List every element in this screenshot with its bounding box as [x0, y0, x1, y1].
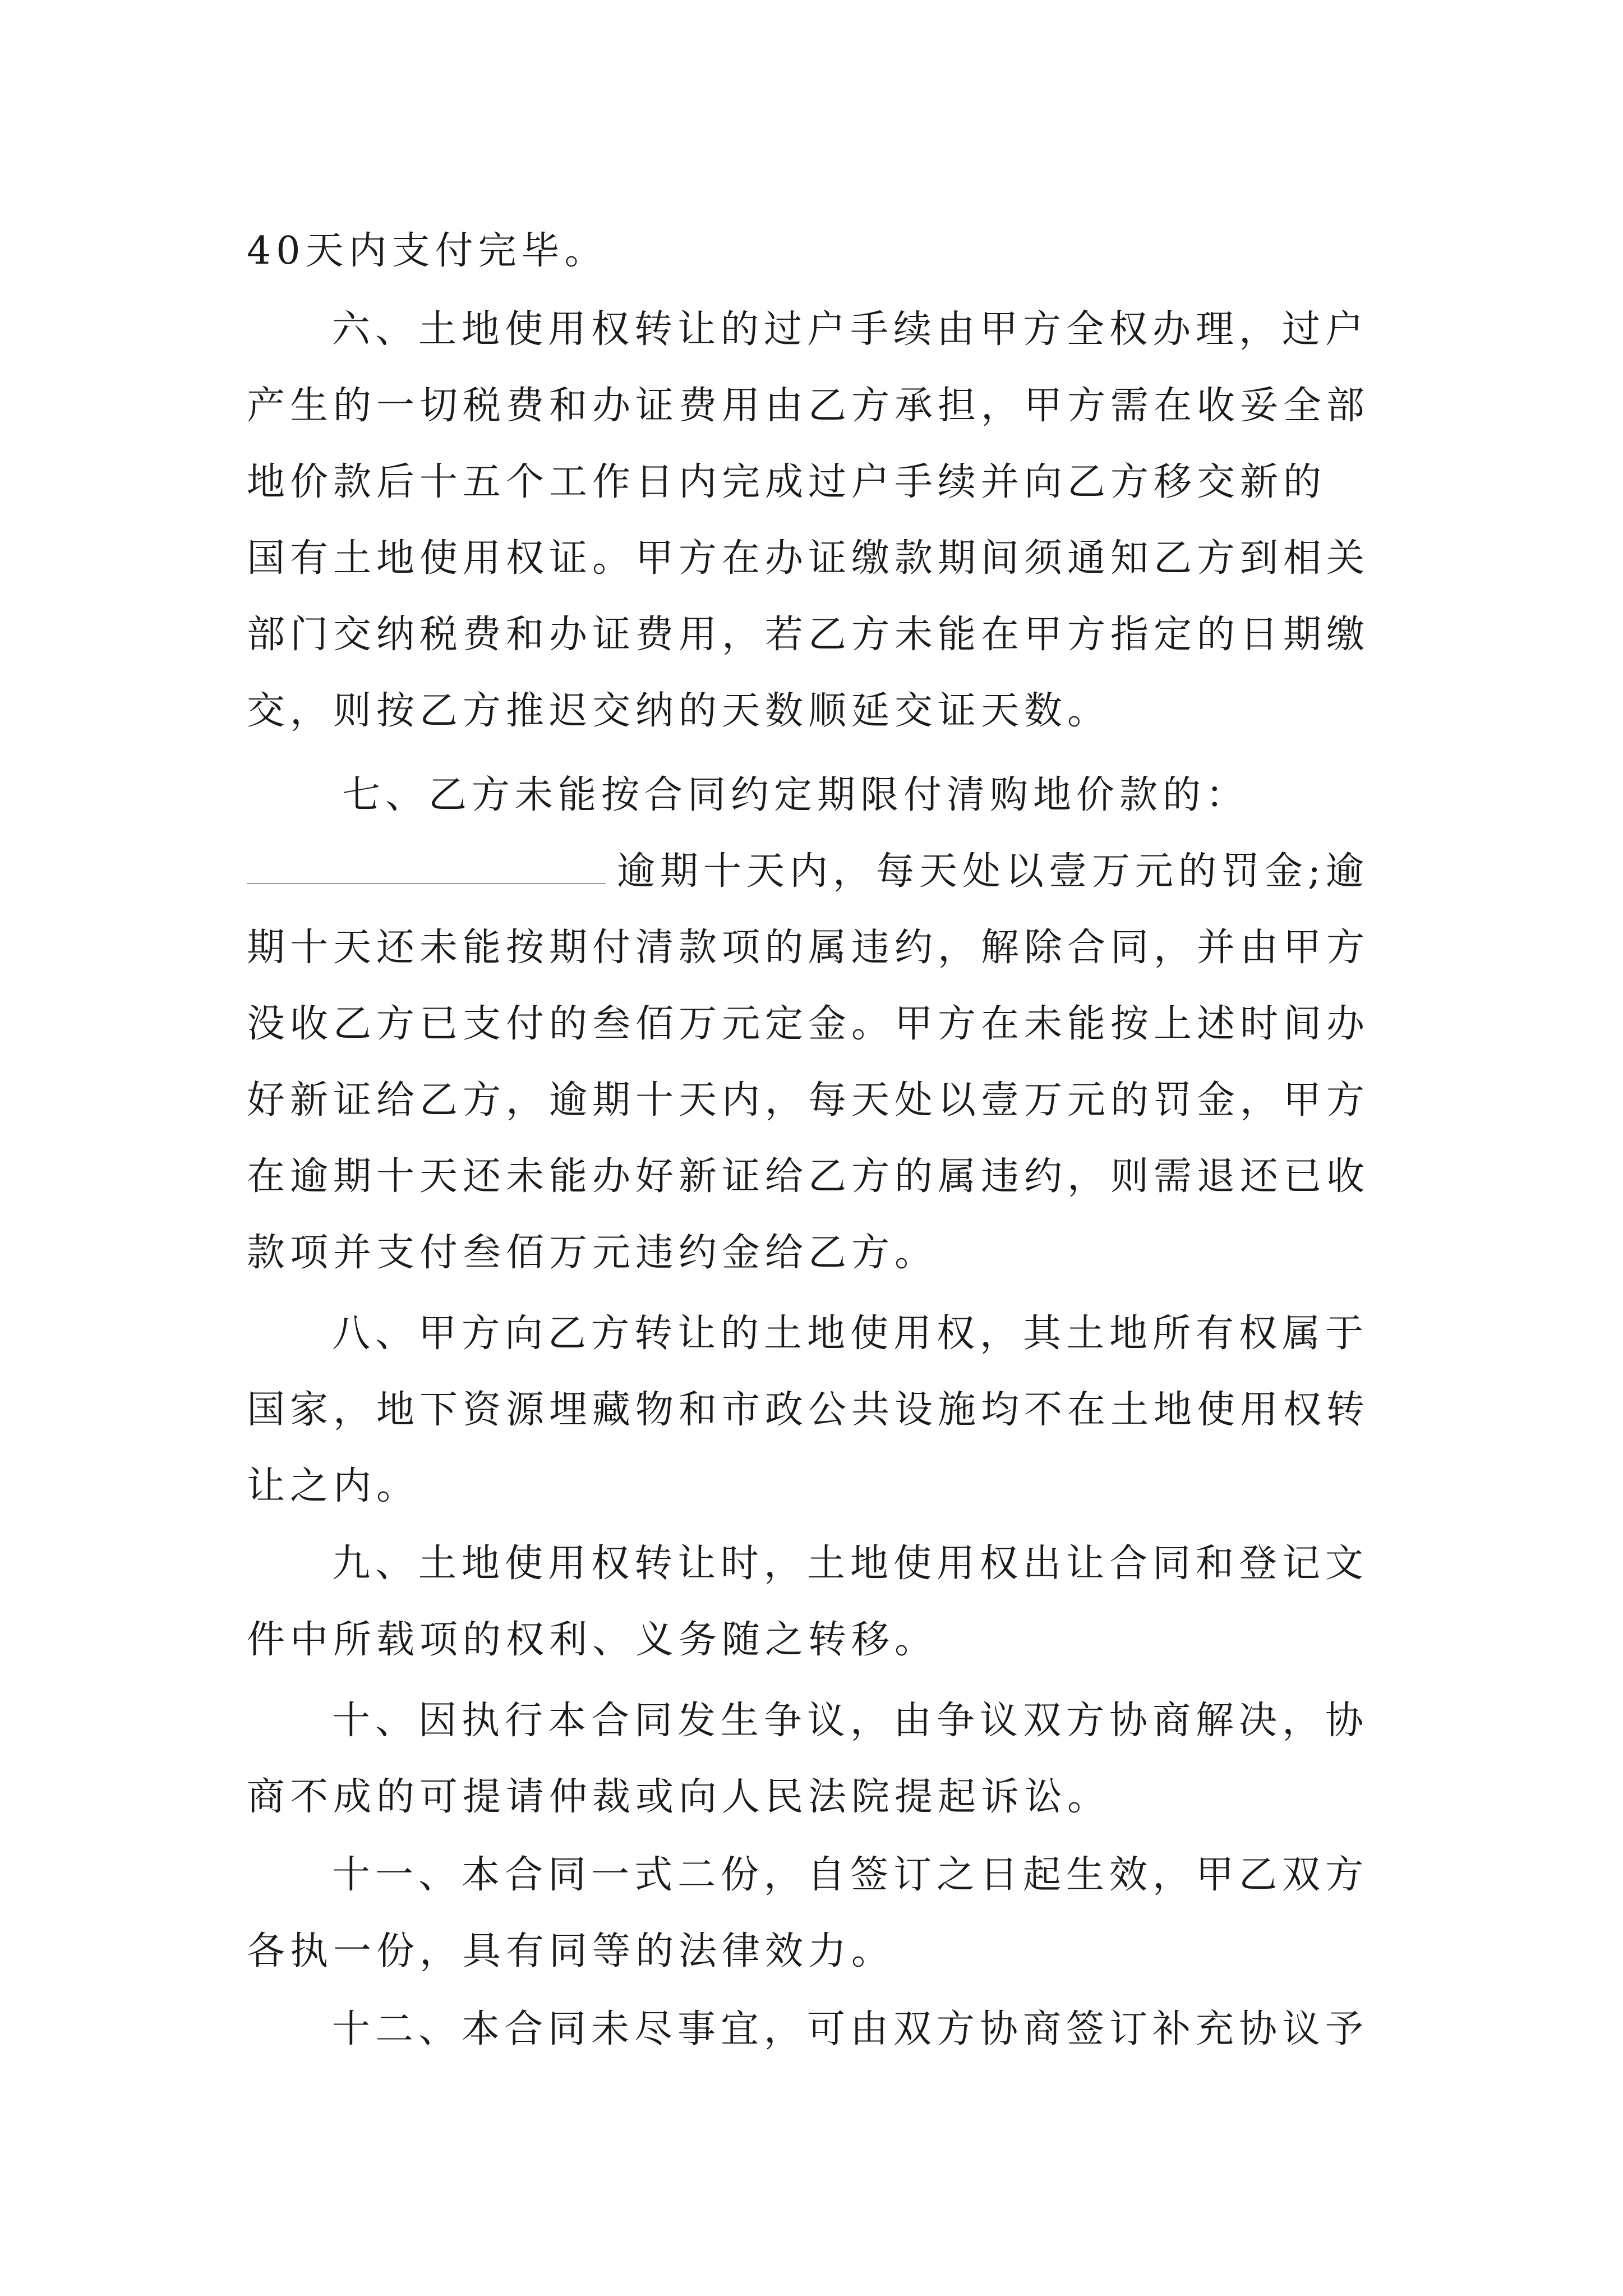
clause-7 — [247, 757, 1385, 1291]
text-line: 地价款后十五个工作日内完成过户手续并向乙方移交新的 — [247, 460, 1327, 504]
text-line: 件中所载项的权利、义务随之转移。 — [247, 1618, 938, 1662]
paragraph-5-end — [247, 213, 1385, 289]
clause-8 — [247, 1296, 1385, 1525]
text-line: 款项并支付叁佰万元违约金给乙方。 — [247, 1231, 938, 1275]
text-line: 让之内。 — [247, 1464, 420, 1508]
text-line-with-blank — [247, 834, 1385, 910]
text-line: 40天内支付完毕。 — [247, 229, 608, 273]
clause-11 — [247, 1837, 1385, 1990]
text-line: 十二、本合同未尽事宜，可由双方协商签订补充协议予 — [332, 2007, 1369, 2051]
text-line: 八、甲方向乙方转让的土地使用权，其土地所有权属于 — [332, 1312, 1369, 1356]
text-line: 国家，地下资源埋藏物和市政公共设施均不在土地使用权转 — [247, 1388, 1370, 1432]
text-line: 九、土地使用权转让时，土地使用权出让合同和登记文 — [332, 1542, 1369, 1586]
clause-10 — [247, 1683, 1385, 1835]
text-line: 逾期十天内，每天处以壹万元的罚金;逾 — [617, 849, 1369, 894]
text-line: 商不成的可提请仲裁或向人民法院提起诉讼。 — [247, 1775, 1111, 1819]
text-line: 期十天还未能按期付清款项的属违约，解除合同，并由甲方 — [247, 926, 1370, 970]
text-line: 六、土地使用权转让的过户手续由甲方全权办理，过户 — [332, 307, 1369, 352]
clause-6 — [247, 292, 1385, 749]
text-line: 好新证给乙方，逾期十天内，每天处以壹万元的罚金，甲方 — [247, 1078, 1370, 1122]
text-line: 各执一份，具有同等的法律效力。 — [247, 1929, 895, 1973]
text-line: 国有土地使用权证。甲方在办证缴款期间须通知乙方到相关 — [247, 536, 1370, 581]
text-line: 交，则按乙方推迟交纳的天数顺延交证天数。 — [247, 689, 1111, 733]
clause-9 — [247, 1526, 1385, 1678]
blank-fill-line — [247, 880, 606, 884]
text-line: 没收乙方已支付的叁佰万元定金。甲方在未能按上述时间办 — [247, 1002, 1370, 1046]
text-line: 十、因执行本合同发生争议，由争议双方协商解决，协 — [332, 1699, 1369, 1743]
text-line: 七、乙方未能按合同约定期限付清购地价款的： — [342, 773, 1249, 817]
text-line: 在逾期十天还未能办好新证给乙方的属违约，则需退还已收 — [247, 1154, 1370, 1199]
text-line: 部门交纳税费和办证费用，若乙方未能在甲方指定的日期缴 — [247, 613, 1370, 657]
text-line: 产生的一切税费和办证费用由乙方承担，甲方需在收妥全部 — [247, 384, 1370, 428]
text-line: 十一、本合同一式二份，自签订之日起生效，甲乙双方 — [332, 1853, 1369, 1897]
clause-12 — [247, 1991, 1385, 2068]
